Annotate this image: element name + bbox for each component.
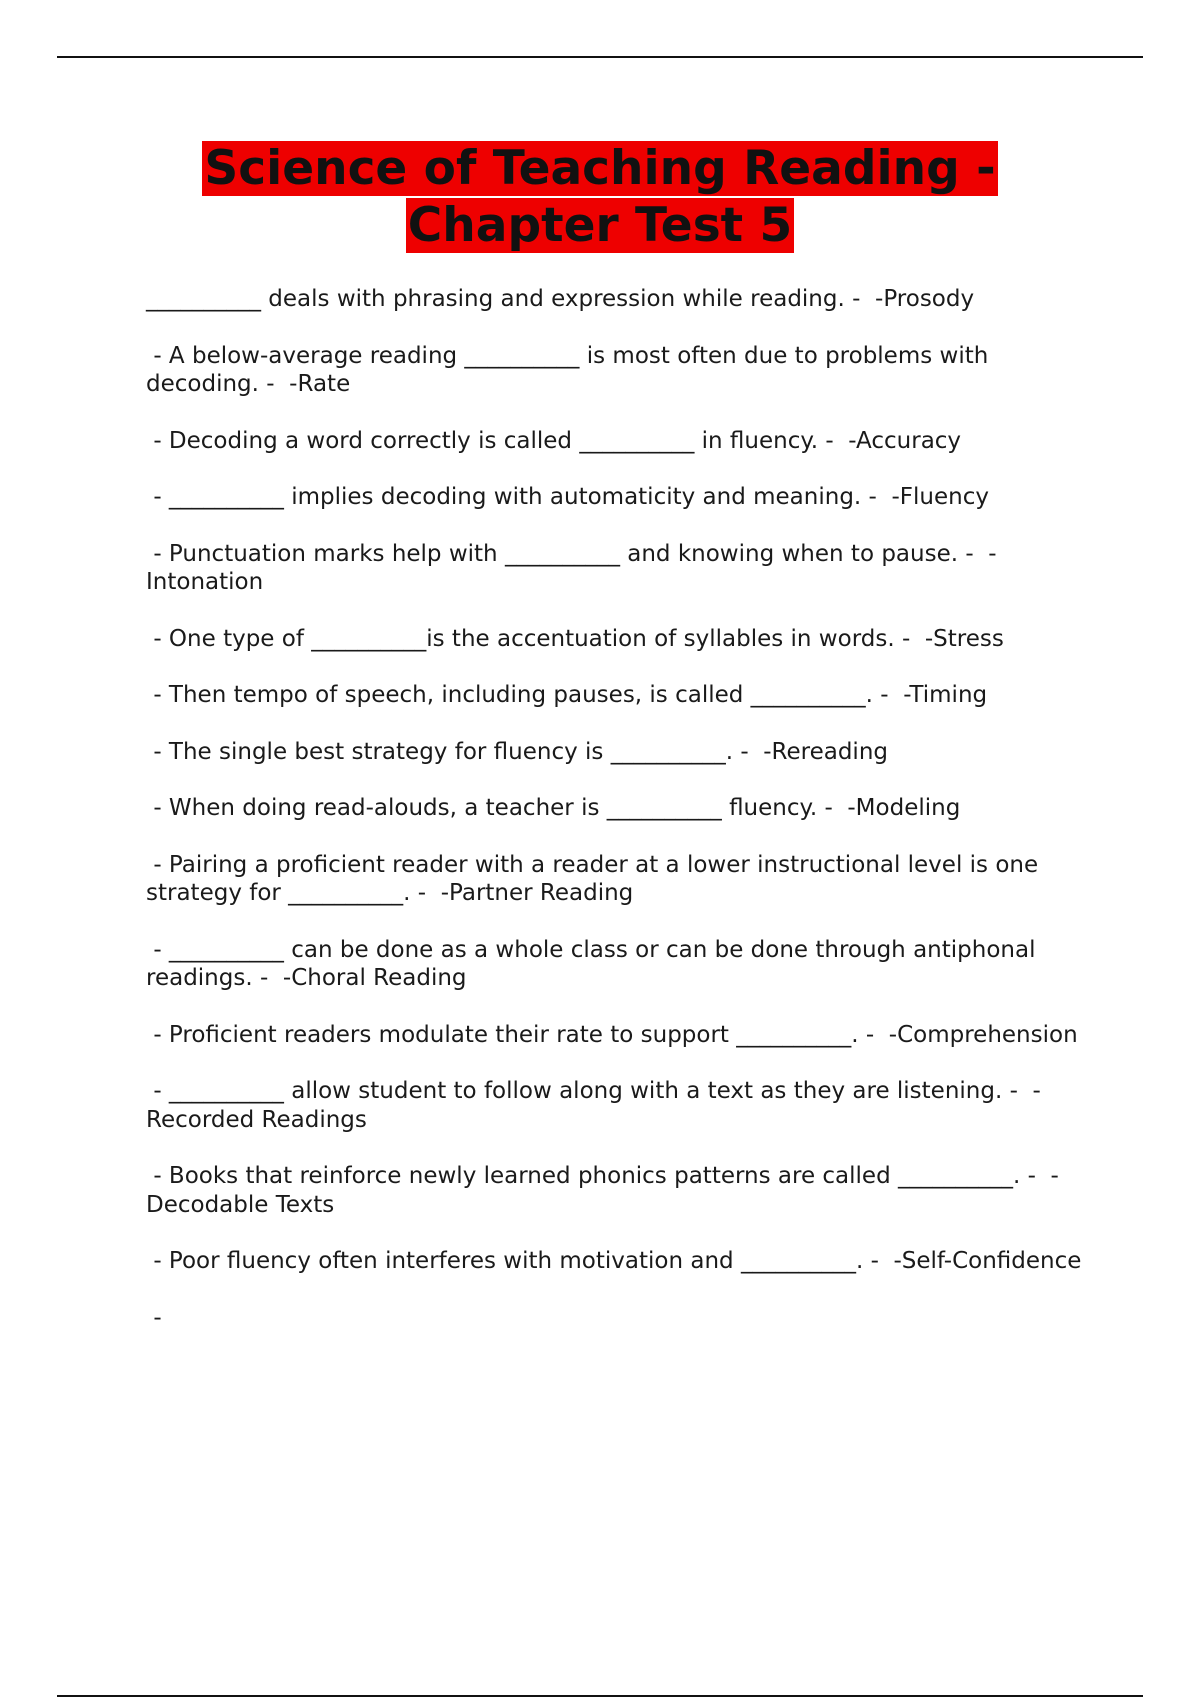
question-item: - Pairing a proficient reader with a reader at a lower instructional level is one strategy for __________. - -Partner Reading [146, 851, 1046, 906]
question-item: - __________ implies decoding with automaticity and meaning. - -Fluency [146, 484, 989, 510]
question-item: - The single best strategy for fluency is __________. - -Rereading [146, 738, 888, 765]
question-item: - Proficient readers modulate their rate to support __________. - -Comprehension [146, 1021, 1078, 1048]
question-item: - __________ can be done as a whole class or can be done through antiphonal readings. - -Choral Reading [146, 936, 1043, 991]
top-rule [57, 56, 1143, 58]
bottom-rule [57, 1695, 1143, 1697]
question-item: - [146, 1304, 162, 1331]
page-title [0, 140, 1200, 254]
question-item: - __________ allow student to follow along with a text as they are listening. - -Recorded Readings [146, 1078, 1041, 1133]
question-list [146, 285, 1096, 1360]
question-item: __________ deals with phrasing and expression while reading. - -Prosody [146, 286, 975, 312]
question-item: - A below-average reading __________ is most often due to problems with decoding. - -Rate [146, 342, 996, 397]
question-item: - Punctuation marks help with __________ and knowing when to pause. - -Intonation [146, 540, 997, 595]
title-line-2: Chapter Test 5 [407, 198, 793, 253]
question-item: - When doing read-alouds, a teacher is __________ fluency. - -Modeling [146, 795, 961, 821]
question-item: - Decoding a word correctly is called __________ in fluency. - -Accuracy [146, 427, 962, 454]
question-item: - Poor fluency often interferes with motivation and __________. - -Self-Confidence [146, 1248, 1082, 1274]
question-item: - One type of __________is the accentuation of syllables in words. - -Stress [146, 625, 1004, 652]
title-line-1: Science of Teaching Reading - [204, 141, 996, 196]
question-item: - Books that reinforce newly learned phonics patterns are called __________. - -Decodable Texts [146, 1163, 1059, 1218]
question-item: - Then tempo of speech, including pauses, is called __________. - -Timing [146, 682, 988, 708]
